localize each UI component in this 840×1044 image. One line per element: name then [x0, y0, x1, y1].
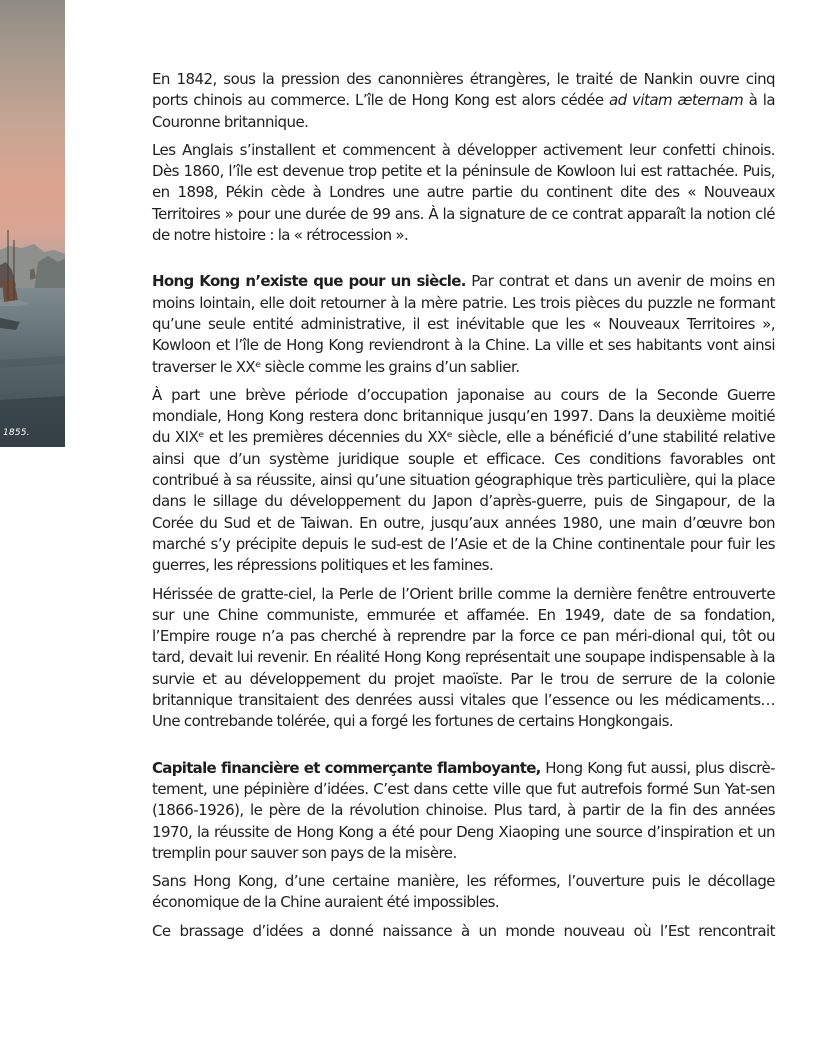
article-body — [152, 69, 775, 949]
paragraph-new-world: Ce brassage d’idées a donné naissance à un monde nouveau où l’Est rencontrait — [152, 921, 775, 940]
lead-in-heading: Capitale financière et commerçante flamboyante, — [152, 758, 541, 777]
paragraph-text: Par contrat et dans un avenir de moins en moins lointain, elle doit retourner à la mère patrie. Les trois pièces du puzzle ne formant qu’une seule entité administrative, il est inévitable que les « Nouveaux Territoires », Kowloon et l’île de Hong Kong reviendront à la Chine. La ville et ses habitants vont ainsi traverser le XXᵉ siècle comme les grains d’un sablier. — [152, 272, 775, 376]
paragraph-reforms: Sans Hong Kong, d’une certaine manière, les réformes, l’ouverture puis le décollage économique de la Chine auraient été impossibles. — [152, 872, 775, 912]
painting-caption: 1855. — [3, 428, 30, 438]
paragraph-financial-capital — [152, 758, 775, 864]
paragraph-british-settlement: Les Anglais s’installent et commencent à développer activement leur confetti chinois. Dès 1860, l’île est devenue trop petite et la péninsule de Kowloon lui est rattachée. Puis, en 1898, Pékin cède à Londres une autre partie du continent dite des « Nouveaux Territoires » pour une durée de 99 ans. À la signature de ce contrat apparaît la notion clé de notre histoire : la « rétrocession ». — [152, 140, 775, 245]
paragraph-nankin-treaty — [152, 69, 775, 133]
harbor-painting-image — [0, 0, 65, 447]
paragraph-text: Hong Kong fut aussi, plus discrè-tement, une pépinière d’idées. C’est dans cette ville que fut autrefois formé Sun Yat-sen (1866-1926), le père de la révolution chinoise. Plus tard, à partir de la fin des années 1970, la réussite de Hong Kong a été pour Deng Xiaoping une source d’inspiration et un tremplin pour sauver son pays de la misère. — [152, 758, 775, 862]
lead-in-heading: Hong Kong n’existe que pour un siècle. — [152, 272, 466, 291]
paragraph-one-century — [152, 271, 775, 377]
paragraph-pearl-of-orient: Hérissée de gratte-ciel, la Perle de l’Orient brille comme la dernière fenêtre entrouverte sur une Chine communiste, emmurée et affamée. En 1949, date de sa fondation, l’Empire rouge n’a pas cherché à reprendre par la force ce pan méri-dional qui, tôt ou tard, devait lui revenir. En réalité Hong Kong représentait une soupape indispensable à la survie et au développement du projet maoïste. Par le trou de serrure de la colonie britannique transitaient des denrées aussi vitales que l’essence ou les médicaments… Une contrebande tolérée, qui a forgé les fortunes de certains Hongkongais. — [152, 584, 775, 731]
paragraph-text: à la Couronne britannique. — [152, 91, 775, 131]
harbor-painting — [0, 0, 65, 447]
paragraph-text: En 1842, sous la pression des canonnières étrangères, le traité de Nankin ouvre cinq ports chinois au commerce. L’île de Hong Kong est alors cédée — [152, 70, 775, 110]
latin-phrase: ad vitam æternam — [608, 91, 744, 110]
paragraph-stability: À part une brève période d’occupation japonaise au cours de la Seconde Guerre mondiale, Hong Kong restera donc britannique jusqu’en 1997. Dans la deuxième moitié du XIXᵉ et les premières décennies du XXᵉ siècle, elle a bénéficié d’une stabilité relative ainsi que d’un système juridique souple et efficace. Ces conditions favorables ont contribué à sa réussite, ainsi qu’une situation géographique très particulière, qui la place dans le sillage du développement du Japon d’après-guerre, puis de Singapour, de la Corée du Sud et de Taiwan. En outre, jusqu’aux années 1980, une main d’œuvre bon marché s’y précipite depuis le sud-est de l’Asie et de la Chine continentale pour fuir les guerres, les répressions politiques et les famines. — [152, 385, 775, 575]
